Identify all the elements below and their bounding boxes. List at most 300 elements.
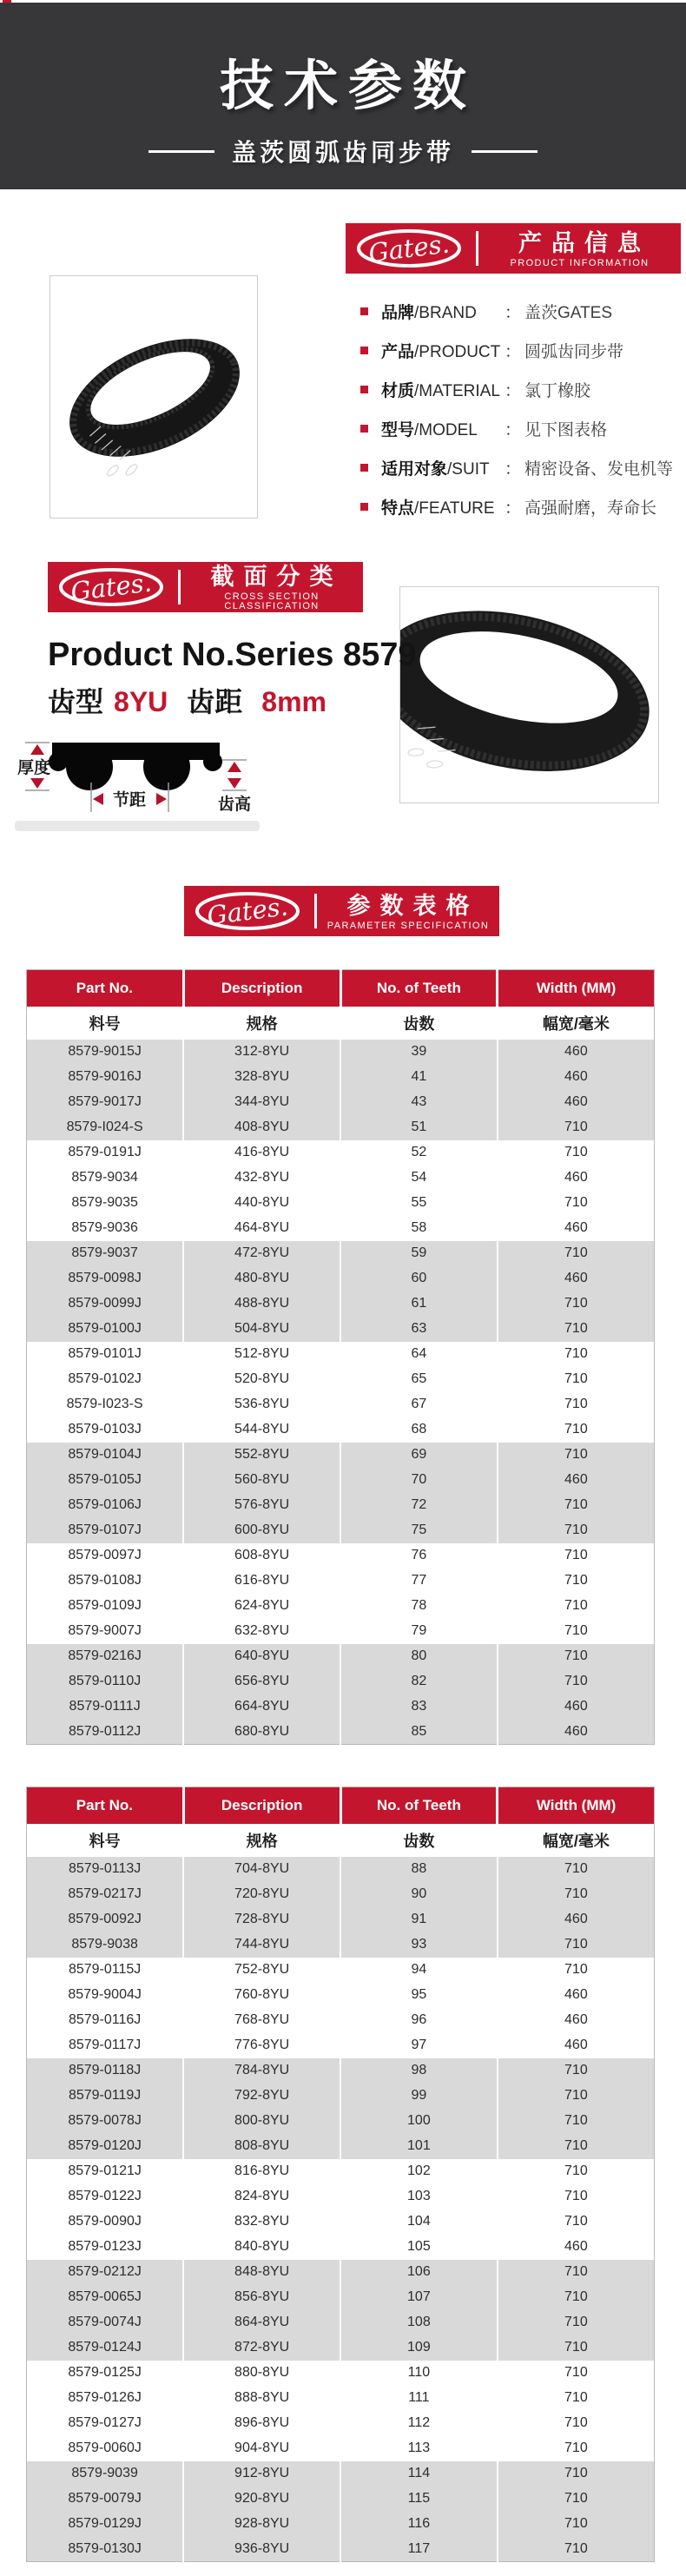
table-cell: 39 (340, 1040, 498, 1065)
table-cell: 8579-0065J (27, 2285, 184, 2310)
table-cell: 710 (498, 1958, 655, 1983)
table-row (27, 1518, 655, 1543)
table-cell: 8579-0105J (27, 1468, 184, 1493)
banner-subtitle: CROSS SECTION CLASSIFICATION (224, 591, 320, 611)
bullet-value: 盖茨GATES (524, 303, 613, 322)
bullet-colon: ： (505, 342, 522, 361)
bullet-value: 见下图表格 (524, 420, 608, 439)
table-cell: 710 (498, 2109, 655, 2134)
table-cell: 710 (498, 2335, 655, 2361)
bullet-label (381, 456, 505, 479)
table-cell: 544-8YU (183, 1417, 340, 1443)
table-cell: 920-8YU (183, 2487, 340, 2512)
bullet-marker (360, 503, 368, 511)
column-header-cn: 料号 (27, 1824, 184, 1857)
table-cell: 460 (498, 1216, 655, 1241)
table-row (27, 2537, 655, 2562)
bullet-colon: ： (505, 459, 522, 479)
table-cell: 8579-0101J (27, 1342, 184, 1367)
table-cell: 8579-0117J (27, 2033, 184, 2058)
table-cell: 710 (498, 2310, 655, 2335)
table-cell: 94 (340, 1958, 498, 1983)
bullet-item (360, 301, 682, 321)
subtitle-line-left (148, 150, 214, 153)
bullet-label-cn: 产品 (381, 342, 415, 361)
table-cell: 107 (340, 2285, 498, 2310)
table-cell: 54 (340, 1166, 498, 1191)
table-cell: 710 (498, 2209, 655, 2235)
bullet-label-cn: 特点 (381, 499, 415, 518)
table-cell: 98 (340, 2058, 498, 2084)
hero-header (0, 3, 686, 189)
table-cell: 85 (340, 1720, 498, 1745)
table-row (27, 1140, 655, 1166)
bullet-label (381, 378, 505, 401)
table-cell: 8579-0119J (27, 2084, 184, 2109)
table-cell: 83 (340, 1694, 498, 1720)
table-row (27, 1166, 655, 1191)
bullet-value: 圆弧齿同步带 (524, 342, 624, 361)
table-cell: 97 (340, 2033, 498, 2058)
table-cell: 76 (340, 1543, 498, 1569)
bullet-label (381, 300, 505, 323)
column-header-cn: 规格 (183, 1007, 340, 1040)
table-row (27, 2411, 655, 2436)
table-cell: 8579-0097J (27, 1543, 184, 1569)
table-cell: 88 (340, 1857, 498, 1882)
column-header-en: Part No. (27, 1787, 184, 1824)
table-cell: 408-8YU (183, 1115, 340, 1140)
table-cell: 63 (340, 1317, 498, 1342)
table-row (27, 2184, 655, 2209)
table-cell: 632-8YU (183, 1619, 340, 1644)
table-cell: 460 (498, 1468, 655, 1493)
bullet-label-en: SUIT (452, 459, 490, 479)
table-cell: 91 (340, 1907, 498, 1932)
table-cell: 8579-0124J (27, 2335, 184, 2361)
table-cell: 460 (498, 1065, 655, 1090)
table-cell: 59 (340, 1241, 498, 1266)
table-cell: 460 (498, 1090, 655, 1115)
table-cell: 55 (340, 1191, 498, 1216)
table-cell: 77 (340, 1569, 498, 1594)
bullet-separator: / (414, 342, 419, 361)
table-cell: 832-8YU (183, 2209, 340, 2235)
bullet-colon: ： (505, 420, 522, 439)
table-row (27, 1543, 655, 1569)
table-cell: 117 (340, 2537, 498, 2562)
header-row-cn (27, 1824, 655, 1857)
table-cell: 460 (498, 2033, 655, 2058)
table-cell: 8579-0109J (27, 1594, 184, 1619)
svg-text:Gates.: Gates. (69, 567, 154, 607)
table-cell: 720-8YU (183, 1882, 340, 1907)
table-cell: 928-8YU (183, 2512, 340, 2537)
table-cell: 8579-0216J (27, 1644, 184, 1669)
table-cell: 96 (340, 2008, 498, 2033)
table-row (27, 2386, 655, 2411)
table-cell: 608-8YU (183, 1543, 340, 1569)
table-row (27, 1983, 655, 2008)
table-cell: 710 (498, 2285, 655, 2310)
table-row (27, 1958, 655, 1983)
table-cell: 8579-0130J (27, 2537, 184, 2562)
table-cell: 312-8YU (183, 1040, 340, 1065)
table-row (27, 1669, 655, 1694)
bullet-separator: / (414, 303, 419, 322)
table-cell: 710 (498, 1493, 655, 1518)
diagram-label-thickness: 厚度 (16, 759, 51, 777)
table-cell: 106 (340, 2260, 498, 2285)
table-cell: 710 (498, 1518, 655, 1543)
table-cell: 710 (498, 1619, 655, 1644)
table-cell: 8579-0122J (27, 2184, 184, 2209)
table-row (27, 1266, 655, 1291)
table-cell: 824-8YU (183, 2184, 340, 2209)
gates-logo-icon (48, 567, 178, 607)
table-cell: 488-8YU (183, 1291, 340, 1317)
bullet-label-en: MATERIAL (419, 381, 500, 400)
table-cell: 710 (498, 1367, 655, 1392)
table-cell: 840-8YU (183, 2235, 340, 2260)
table-row (27, 1216, 655, 1241)
table-cell: 710 (498, 2487, 655, 2512)
table-cell: 710 (498, 1644, 655, 1669)
table-cell: 808-8YU (183, 2134, 340, 2159)
table-cell: 67 (340, 1392, 498, 1417)
table-cell: 904-8YU (183, 2436, 340, 2461)
table-cell: 460 (498, 1907, 655, 1932)
table-row (27, 1392, 655, 1417)
table-cell: 888-8YU (183, 2386, 340, 2411)
table-cell: 78 (340, 1594, 498, 1619)
column-header-cn: 幅宽/毫米 (498, 1824, 655, 1857)
table-cell: 61 (340, 1291, 498, 1317)
table-cell: 8579-0191J (27, 1140, 184, 1166)
table-cell: 8579-9038 (27, 1932, 184, 1958)
table-cell: 100 (340, 2109, 498, 2134)
table-cell: 816-8YU (183, 2159, 340, 2184)
table-cell: 710 (498, 2084, 655, 2109)
table-cell: 710 (498, 1115, 655, 1140)
table-cell: 710 (498, 1417, 655, 1443)
column-header-en: No. of Teeth (340, 970, 498, 1007)
table-cell: 8579-9007J (27, 1619, 184, 1644)
table-row (27, 1342, 655, 1367)
bullet-item (360, 418, 682, 439)
table-cell: 113 (340, 2436, 498, 2461)
table-cell: 8579-0121J (27, 2159, 184, 2184)
bullet-label-cn: 材质 (381, 381, 415, 400)
banner-title: 参数表格 (346, 892, 479, 919)
table-cell: 710 (498, 1882, 655, 1907)
table-cell: 101 (340, 2134, 498, 2159)
table-cell: 710 (498, 2386, 655, 2411)
table-cell: 512-8YU (183, 1342, 340, 1367)
bullet-value: 高强耐磨，寿命长 (524, 499, 657, 518)
bullet-separator: / (414, 381, 419, 400)
table-cell: 710 (498, 1857, 655, 1882)
table-cell: 460 (498, 1266, 655, 1291)
table-cell: 760-8YU (183, 1983, 340, 2008)
table-row (27, 2436, 655, 2461)
table-cell: 109 (340, 2335, 498, 2361)
bullet-marker (360, 464, 368, 472)
table-cell: 8579-9037 (27, 1241, 184, 1266)
table-cell: 64 (340, 1342, 498, 1367)
table-row (27, 2033, 655, 2058)
table-cell: 624-8YU (183, 1594, 340, 1619)
table-cell: 70 (340, 1468, 498, 1493)
tooth-type-value: 8YU (114, 686, 168, 717)
table-cell: 710 (498, 1543, 655, 1569)
bullet-separator: / (447, 459, 452, 479)
table-cell: 112 (340, 2411, 498, 2436)
table-cell: 105 (340, 2235, 498, 2260)
table-cell: 58 (340, 1216, 498, 1241)
table-row (27, 1417, 655, 1443)
banner-titles (317, 892, 499, 931)
bullet-marker (360, 347, 368, 354)
table-row (27, 1115, 655, 1140)
table-cell: 72 (340, 1493, 498, 1518)
table-cell: 710 (498, 2411, 655, 2436)
table-row (27, 1241, 655, 1266)
table-cell: 864-8YU (183, 2310, 340, 2335)
table-cell: 8579-0120J (27, 2134, 184, 2159)
tooth-spec-line (48, 680, 327, 720)
series-title: Product No.Series 8579 (48, 637, 417, 673)
table-cell: 664-8YU (183, 1694, 340, 1720)
table-row (27, 2461, 655, 2487)
table-cell: 536-8YU (183, 1392, 340, 1417)
bullet-value: 精密设备、发电机等 (524, 459, 674, 479)
table-cell: 8579-9017J (27, 1090, 184, 1115)
table-row (27, 1882, 655, 1907)
table-row (27, 1644, 655, 1669)
table-cell: 8579-0111J (27, 1694, 184, 1720)
table-row (27, 1443, 655, 1468)
tooth-type-label: 齿型 (48, 686, 104, 717)
svg-text:Gates.: Gates. (366, 228, 452, 268)
hero-subtitle-row (0, 134, 686, 168)
diagram-label-pitch: 节距 (112, 791, 147, 809)
column-header-cn: 幅宽/毫米 (498, 1007, 655, 1040)
table-row (27, 1694, 655, 1720)
table-cell: 344-8YU (183, 1090, 340, 1115)
table-row (27, 1932, 655, 1958)
table-row (27, 1569, 655, 1594)
diagram-shadow (15, 821, 260, 831)
table-cell: 710 (498, 2159, 655, 2184)
table-cell: 784-8YU (183, 2058, 340, 2084)
table-cell: 600-8YU (183, 1518, 340, 1543)
header-row-en (27, 1787, 655, 1824)
table-cell: 41 (340, 1065, 498, 1090)
table-cell: 8579-9016J (27, 1065, 184, 1090)
table-cell: 616-8YU (183, 1569, 340, 1594)
table-row (27, 2109, 655, 2134)
table-row (27, 1090, 655, 1115)
spec-table-2 (26, 1787, 655, 2562)
table-row (27, 1065, 655, 1090)
table-cell: 8579-0104J (27, 1443, 184, 1468)
table-row (27, 2134, 655, 2159)
bullet-colon: ： (505, 499, 522, 518)
header-row-en (27, 970, 655, 1007)
table-cell: 710 (498, 1392, 655, 1417)
table-row (27, 1594, 655, 1619)
column-header-cn: 规格 (183, 1824, 340, 1857)
table-cell: 80 (340, 1644, 498, 1669)
bullet-separator: / (414, 420, 419, 439)
table-cell: 710 (498, 2361, 655, 2386)
table-cell: 8579-0074J (27, 2310, 184, 2335)
table-cell: 710 (498, 1342, 655, 1367)
column-header-en: Part No. (27, 970, 184, 1007)
table-row (27, 2058, 655, 2084)
spec-table-1 (26, 969, 655, 1745)
table-cell: 8579-0116J (27, 2008, 184, 2033)
table-cell: 552-8YU (183, 1443, 340, 1468)
table-cell: 8579-0100J (27, 1317, 184, 1342)
table-cell: 90 (340, 1882, 498, 1907)
table-cell: 710 (498, 1140, 655, 1166)
table-cell: 65 (340, 1367, 498, 1392)
product-info-banner (346, 223, 681, 274)
table-cell: 460 (498, 2008, 655, 2033)
table-cell: 744-8YU (183, 1932, 340, 1958)
column-header-cn: 齿数 (340, 1824, 498, 1857)
table-cell: 8579-0112J (27, 1720, 184, 1745)
table-cell: 8579-0108J (27, 1569, 184, 1594)
table-cell: 936-8YU (183, 2537, 340, 2562)
table-row (27, 2512, 655, 2537)
table-cell: 432-8YU (183, 1166, 340, 1191)
table-cell: 99 (340, 2084, 498, 2109)
table-cell: 560-8YU (183, 1468, 340, 1493)
bullet-label (381, 417, 505, 440)
table-cell: 8579-0099J (27, 1291, 184, 1317)
table-cell: 115 (340, 2487, 498, 2512)
column-header-en: Width (MM) (498, 1787, 655, 1824)
table-cell: 93 (340, 1932, 498, 1958)
table-cell: 472-8YU (183, 1241, 340, 1266)
bullet-marker (360, 386, 368, 393)
table-cell: 8579-0125J (27, 2361, 184, 2386)
page-subtitle: 盖茨圆弧齿同步带 (231, 139, 454, 166)
bullet-item (360, 379, 682, 400)
table-cell: 8579-0103J (27, 1417, 184, 1443)
banner-subtitle: PRODUCT INFORMATION (510, 257, 650, 268)
table-cell: 710 (498, 2134, 655, 2159)
table-cell: 8579-0106J (27, 1493, 184, 1518)
header-row-cn (27, 1007, 655, 1040)
column-header-en: Width (MM) (498, 970, 655, 1007)
table-row (27, 1857, 655, 1882)
cross-section-diagram (13, 732, 265, 845)
table-cell: 680-8YU (183, 1720, 340, 1745)
table-row (27, 2260, 655, 2285)
table-cell: 110 (340, 2361, 498, 2386)
table-cell: 8579-0110J (27, 1669, 184, 1694)
table-cell: 8579-9015J (27, 1040, 184, 1065)
table-row (27, 1191, 655, 1216)
table-cell: 8579-0078J (27, 2109, 184, 2134)
table-row (27, 2008, 655, 2033)
bullet-item (360, 496, 682, 517)
table-row (27, 1720, 655, 1745)
table-cell: 710 (498, 1569, 655, 1594)
bullet-label-en: FEATURE (419, 499, 495, 518)
table-row (27, 2335, 655, 2361)
table-row (27, 1317, 655, 1342)
table-row (27, 1907, 655, 1932)
table-row (27, 1493, 655, 1518)
banner-titles (478, 229, 681, 268)
bullet-label-cn: 品牌 (381, 303, 415, 322)
table-cell: 710 (498, 2058, 655, 2084)
table-cell: 51 (340, 1115, 498, 1140)
table-cell: 710 (498, 2260, 655, 2285)
table-cell: 52 (340, 1140, 498, 1166)
table-cell: 8579-0118J (27, 2058, 184, 2084)
table-cell: 79 (340, 1619, 498, 1644)
bullet-label-cn: 型号 (381, 420, 415, 439)
bullet-value: 氯丁橡胶 (524, 381, 591, 400)
table-cell: 8579-0217J (27, 1882, 184, 1907)
table-cell: 8579-0129J (27, 2512, 184, 2537)
table-cell: 8579-I024-S (27, 1115, 184, 1140)
gates-logo-icon (184, 891, 314, 931)
banner-title: 产品信息 (518, 229, 650, 256)
table-cell: 460 (498, 1040, 655, 1065)
table-cell: 656-8YU (183, 1669, 340, 1694)
table-cell: 8579-0090J (27, 2209, 184, 2235)
table-cell: 440-8YU (183, 1191, 340, 1216)
table-cell: 872-8YU (183, 2335, 340, 2361)
column-header-en: Description (183, 1787, 340, 1824)
bullet-separator: / (414, 499, 419, 518)
bullet-label-en: MODEL (419, 420, 478, 439)
bullet-item (360, 340, 682, 360)
table-cell: 710 (498, 1191, 655, 1216)
table-cell: 68 (340, 1417, 498, 1443)
table-cell: 114 (340, 2461, 498, 2487)
table-cell: 728-8YU (183, 1907, 340, 1932)
table-cell: 520-8YU (183, 1367, 340, 1392)
table-cell: 8579-0126J (27, 2386, 184, 2411)
table-row (27, 1468, 655, 1493)
table-cell: 800-8YU (183, 2109, 340, 2134)
pitch-value: 8mm (261, 686, 327, 717)
page-title: 技术参数 (219, 56, 477, 116)
table-cell: 82 (340, 1669, 498, 1694)
table-cell: 8579-9035 (27, 1191, 184, 1216)
table-cell: 8579-0212J (27, 2260, 184, 2285)
table-cell: 480-8YU (183, 1266, 340, 1291)
table-row (27, 1040, 655, 1065)
table-cell: 43 (340, 1090, 498, 1115)
table-cell: 768-8YU (183, 2008, 340, 2033)
table-cell: 8579-0102J (27, 1367, 184, 1392)
svg-text:Gates.: Gates. (205, 891, 290, 931)
table-cell: 60 (340, 1266, 498, 1291)
table-cell: 896-8YU (183, 2411, 340, 2436)
table-cell: 103 (340, 2184, 498, 2209)
table-row (27, 2209, 655, 2235)
bullet-item (360, 457, 682, 478)
